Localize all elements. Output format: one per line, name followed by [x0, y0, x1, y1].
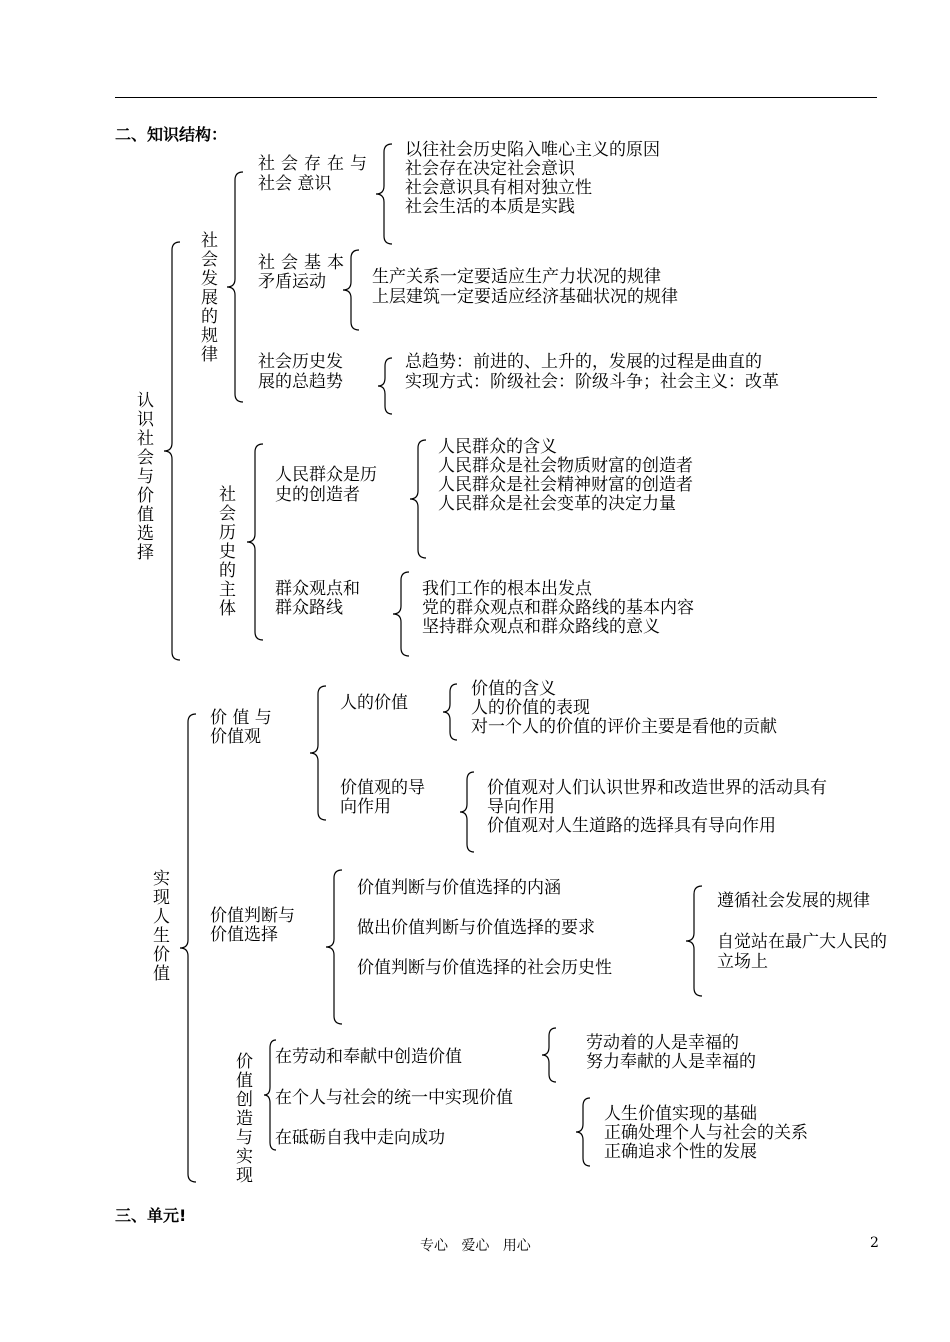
contradiction-item-1: 生产关系一定要适应生产力状况的规律 [372, 267, 661, 287]
labor-item-2: 努力奉献的人是幸福的 [586, 1052, 756, 1072]
creation-item-2: 在个人与社会的统一中实现价值 [275, 1088, 513, 1108]
law-title: 社会发展的规律 [201, 231, 218, 365]
brace-mass [393, 572, 409, 656]
guide-item-2: 导向作用 [487, 797, 555, 817]
people-item-4: 人民群众是社会变革的决定力量 [438, 494, 676, 514]
footer-slogan: 专心 爱心 用心 [420, 1238, 531, 1254]
human-item-1: 价值的含义 [471, 679, 556, 699]
unity-item-2: 正确处理个人与社会的关系 [604, 1123, 808, 1143]
people-label-2: 史的创造者 [275, 485, 360, 505]
contradiction-label-2: 矛盾运动 [258, 272, 326, 292]
brace-unity [576, 1098, 590, 1166]
existence-label-2: 社会 意识 [258, 174, 332, 194]
brace-labor [542, 1028, 556, 1082]
mass-item-2: 党的群众观点和群众路线的基本内容 [422, 598, 694, 618]
human-item-2: 人的价值的表现 [471, 698, 590, 718]
heading-unit: 三、单元! [115, 1206, 187, 1225]
brace-requirements [686, 886, 702, 996]
contradiction-label-1: 社会基本 [258, 253, 350, 273]
judgement-item-3: 价值判断与价值选择的社会历史性 [357, 958, 612, 978]
existence-item-1: 以往社会历史陷入唯心主义的原因 [405, 140, 660, 160]
brace-trend [378, 358, 392, 414]
trend-label-1: 社会历史发 [258, 352, 343, 372]
creation-title: 价值创造与实现 [236, 1052, 253, 1186]
brace-value [310, 686, 326, 820]
brace-judgement [326, 870, 342, 1024]
judgement-item-1: 价值判断与价值选择的内涵 [357, 878, 561, 898]
unity-item-3: 正确追求个性的发展 [604, 1142, 757, 1162]
heading-knowledge-structure: 二、知识结构： [115, 125, 228, 144]
brace-guide [460, 772, 474, 852]
existence-label-1: 社会存在与 [258, 154, 373, 174]
brace-part1 [164, 242, 180, 660]
judgement-label-2: 价值选择 [210, 925, 278, 945]
existence-item-3: 社会意识具有相对独立性 [405, 178, 592, 198]
people-item-1: 人民群众的含义 [438, 437, 557, 457]
value-label-1: 价 值 与 [210, 708, 272, 728]
trend-item-2: 实现方式：阶级社会：阶级斗争；社会主义：改革 [405, 372, 779, 392]
requirement-item-1: 遵循社会发展的规律 [717, 891, 870, 911]
unity-item-1: 人生价值实现的基础 [604, 1104, 757, 1124]
requirement-item-3: 立场上 [717, 952, 768, 972]
brace-law [227, 172, 243, 402]
guide-item-3: 价值观对人生道路的选择具有导向作用 [487, 816, 776, 836]
people-item-3: 人民群众是社会精神财富的创造者 [438, 475, 693, 495]
trend-item-1: 总趋势：前进的、上升的，发展的过程是曲直的 [405, 352, 762, 372]
subject-title: 社会历史的主体 [219, 485, 236, 619]
brace-existence [376, 144, 392, 244]
labor-item-1: 劳动着的人是幸福的 [586, 1033, 739, 1053]
mass-label-1: 群众观点和 [275, 579, 360, 599]
guide-label-2: 向作用 [340, 797, 391, 817]
creation-item-3: 在砥砺自我中走向成功 [275, 1128, 445, 1148]
part1-title: 认识社会与价值选择 [137, 391, 154, 563]
trend-label-2: 展的总趋势 [258, 372, 343, 392]
brace-people [410, 440, 426, 558]
part2-title: 实现人生价值 [153, 869, 170, 984]
page-number: 2 [870, 1235, 879, 1251]
human-item-3: 对一个人的价值的评价主要是看他的贡献 [471, 717, 777, 737]
brace-subject [247, 444, 263, 640]
contradiction-item-2: 上层建筑一定要适应经济基础状况的规律 [372, 287, 678, 307]
brace-human [443, 684, 457, 740]
judgement-label-1: 价值判断与 [210, 906, 295, 926]
human-value-label: 人的价值 [340, 693, 408, 713]
creation-item-1: 在劳动和奉献中创造价值 [275, 1047, 462, 1067]
people-item-2: 人民群众是社会物质财富的创造者 [438, 456, 693, 476]
guide-label-1: 价值观的导 [340, 778, 425, 798]
brace-part2 [180, 714, 196, 1182]
existence-item-4: 社会生活的本质是实践 [405, 197, 575, 217]
mass-item-3: 坚持群众观点和群众路线的意义 [422, 617, 660, 637]
people-label-1: 人民群众是历 [275, 465, 377, 485]
mass-label-2: 群众路线 [275, 598, 343, 618]
value-label-2: 价值观 [210, 727, 261, 747]
requirement-item-2: 自觉站在最广大人民的 [717, 932, 887, 952]
judgement-item-2: 做出价值判断与价值选择的要求 [357, 918, 595, 938]
existence-item-2: 社会存在决定社会意识 [405, 159, 575, 179]
mass-item-1: 我们工作的根本出发点 [422, 579, 592, 599]
guide-item-1: 价值观对人们认识世界和改造世界的活动具有 [487, 778, 827, 798]
